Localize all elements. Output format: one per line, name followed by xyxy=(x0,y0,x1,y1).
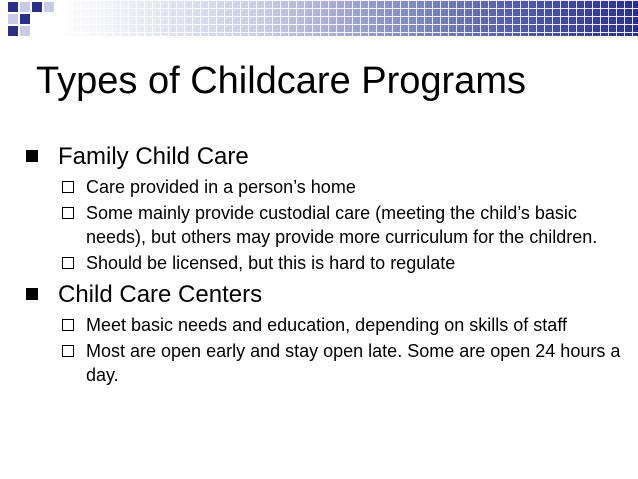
list-item xyxy=(22,313,622,337)
square-decoration xyxy=(8,14,18,24)
hollow-square-bullet-icon xyxy=(62,207,74,219)
list-item-text: Should be licensed, but this is hard to regulate xyxy=(86,253,456,273)
header-grid-pattern xyxy=(56,0,638,36)
hollow-square-bullet-icon xyxy=(62,319,74,331)
slide-content xyxy=(22,141,622,389)
family-child-care-list xyxy=(22,175,622,275)
list-item-text: Most are open early and stay open late. Some are open 24 hours a day. xyxy=(86,341,621,385)
hollow-square-bullet-icon xyxy=(62,257,74,269)
section-heading-text: Family Child Care xyxy=(58,143,249,170)
list-item xyxy=(22,175,622,199)
square-bullet-icon xyxy=(26,150,38,162)
section-heading-family-child-care xyxy=(22,141,622,173)
section-heading-text: Child Care Centers xyxy=(58,281,263,308)
square-decoration xyxy=(20,14,30,24)
hollow-square-bullet-icon xyxy=(62,181,74,193)
hollow-square-bullet-icon xyxy=(62,345,74,357)
square-decoration xyxy=(44,2,54,12)
square-decoration xyxy=(32,2,42,12)
square-decoration xyxy=(20,2,30,12)
square-decoration xyxy=(8,2,18,12)
list-item-text: Meet basic needs and education, depending on skills of staff xyxy=(86,315,567,335)
list-item xyxy=(22,251,622,275)
list-item-text: Some mainly provide custodial care (meeting the child’s basic needs), but others may provide more curriculum for the children. xyxy=(86,203,598,247)
square-bullet-icon xyxy=(26,288,38,300)
square-decoration xyxy=(8,26,18,36)
list-item xyxy=(22,201,622,249)
child-care-centers-list xyxy=(22,313,622,387)
section-heading-child-care-centers xyxy=(22,279,622,311)
list-item-text: Care provided in a person’s home xyxy=(86,177,356,197)
slide-title: Types of Childcare Programs xyxy=(36,60,526,102)
list-item xyxy=(22,339,622,387)
square-decoration xyxy=(20,26,30,36)
